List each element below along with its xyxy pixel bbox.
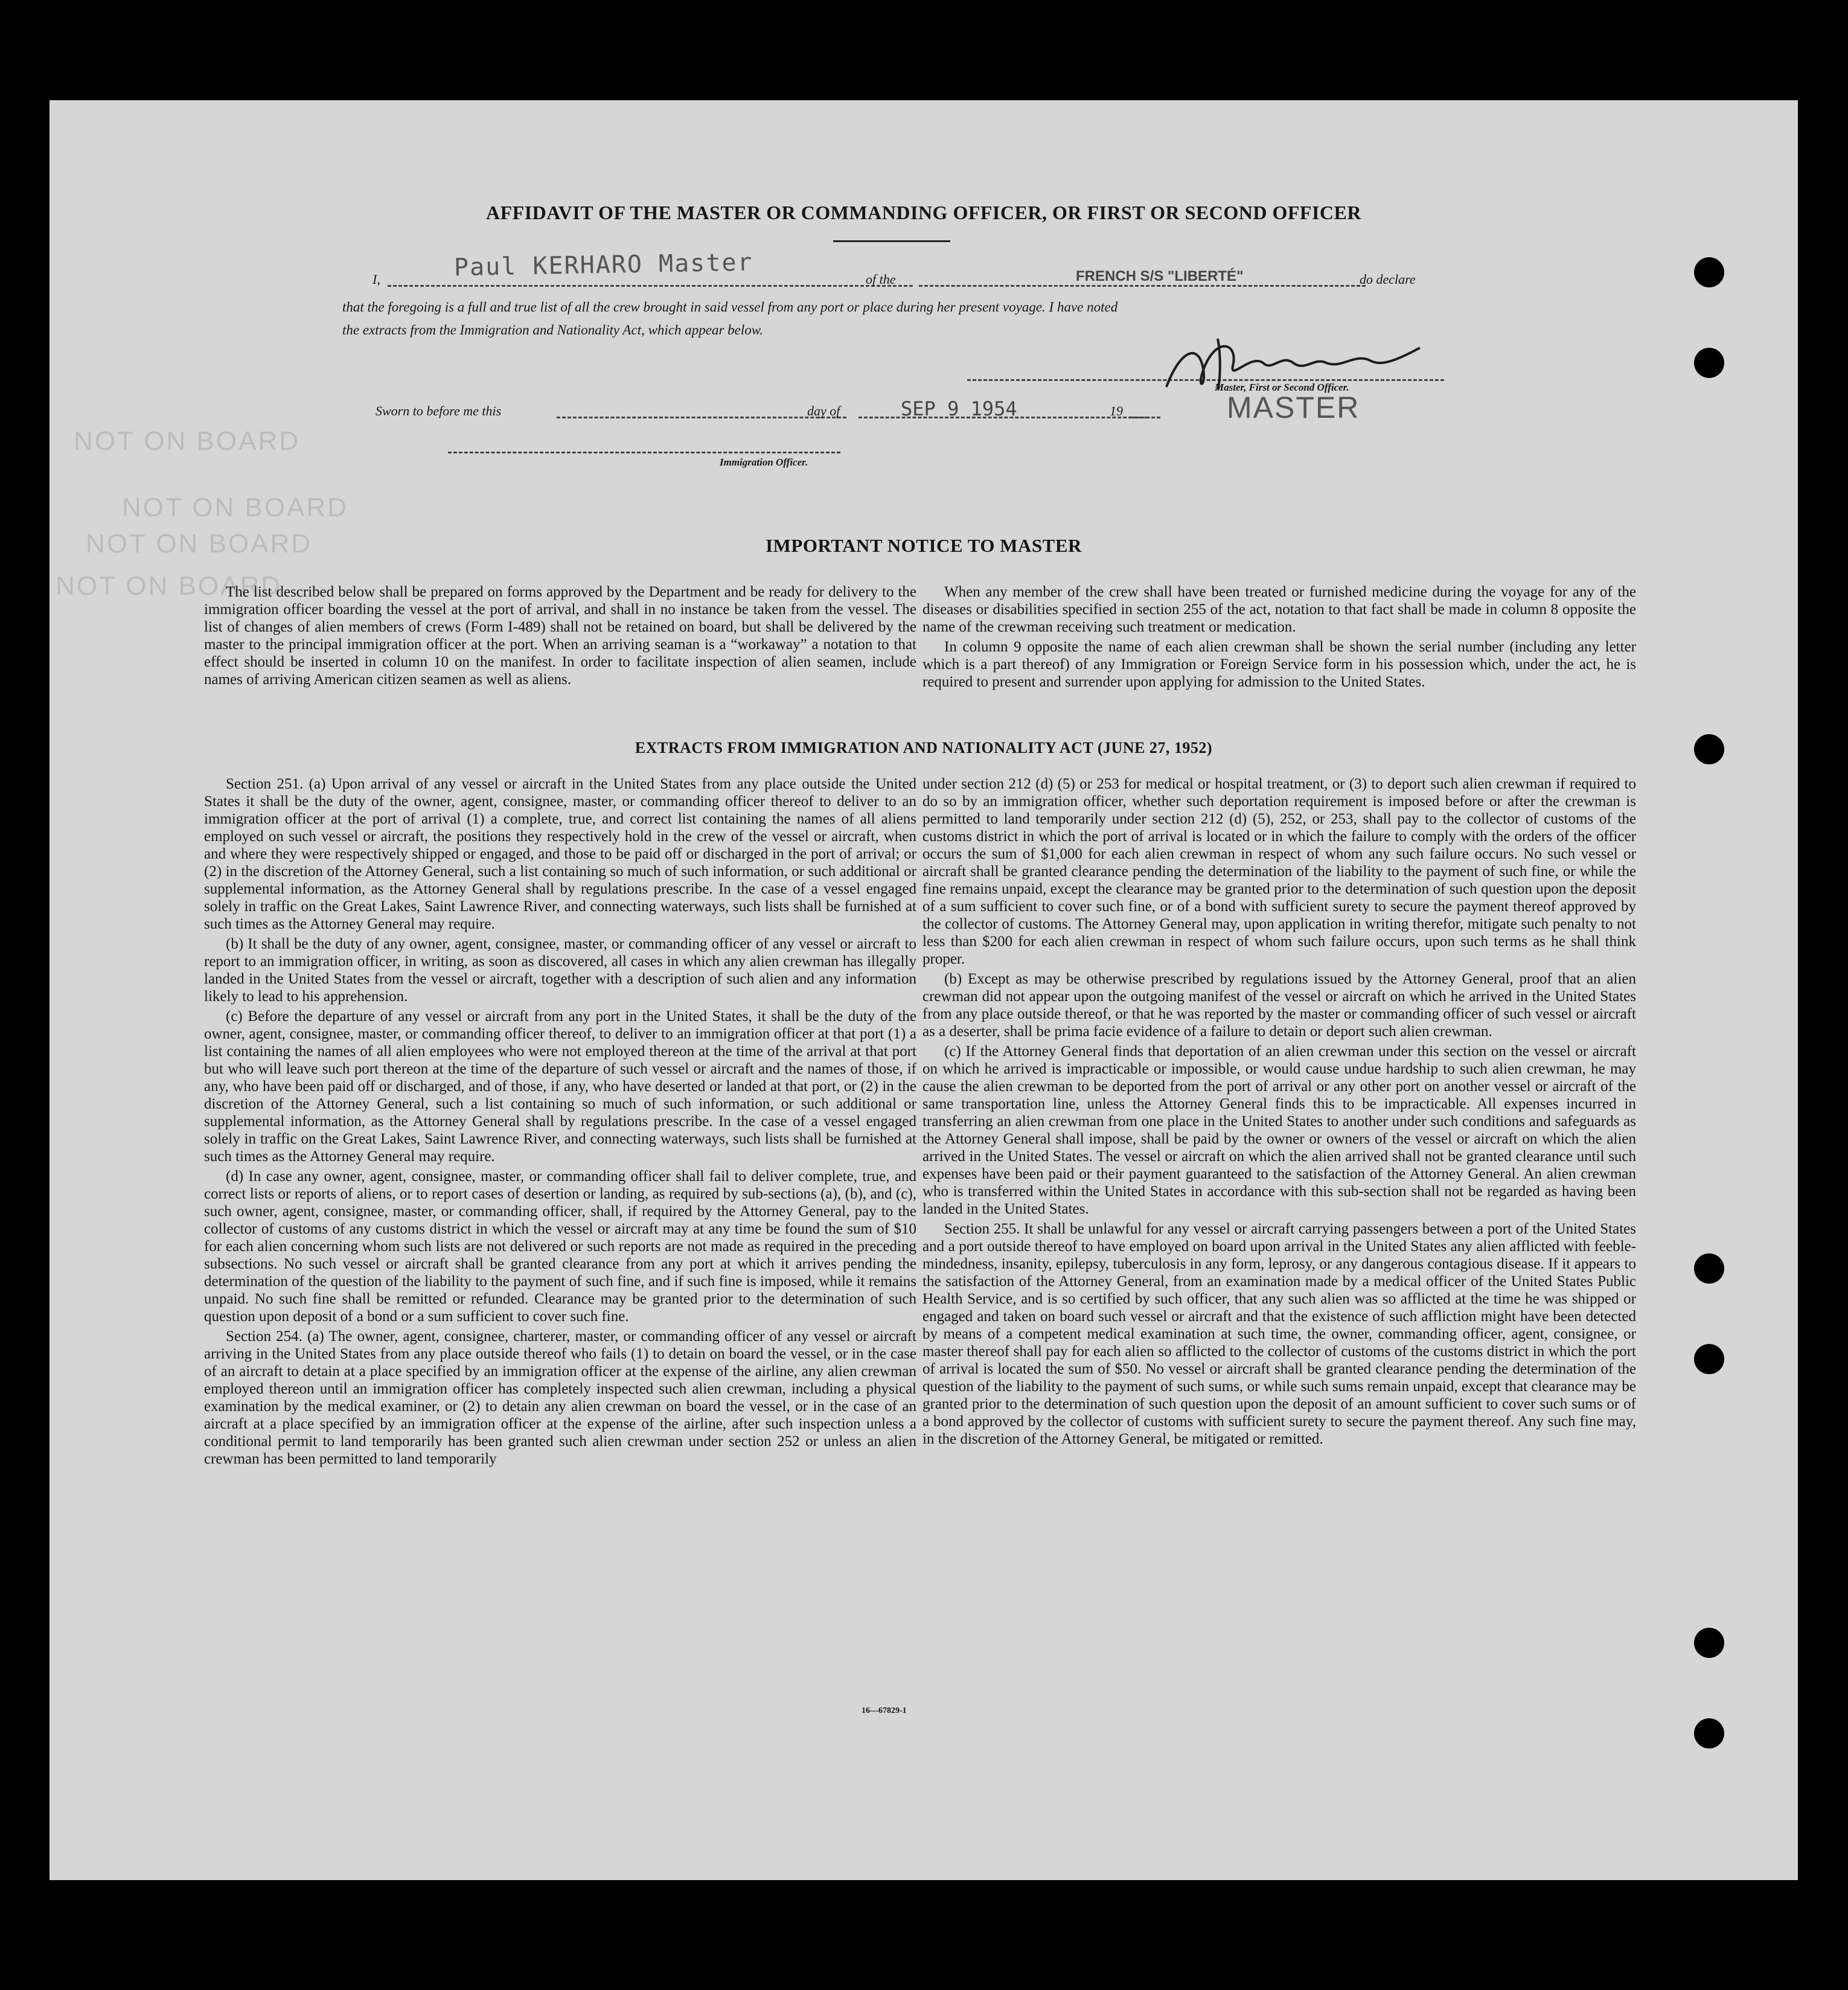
punch-hole-7: [1694, 1718, 1724, 1748]
notice-left-column: [204, 583, 916, 691]
i-label: I,: [372, 272, 380, 287]
footer-form-code: 16—67829-1: [862, 1706, 907, 1715]
name-line: [388, 285, 913, 287]
extract-paragraph: Section 254. (a) The owner, agent, consignee, charterer, master, or commanding officer of any vessel or aircraft arriving in the United States from any place outside thereof who fails (1) to detain on board the vessel, or in the case of an aircraft to detain at a place specified by an immigration officer at the expense of the airline, any alien crewman employed thereon until an immigration officer has completely inspected such alien crewman, including a physical examination by the medical examiner, or (2) to detain any alien crewman on board the vessel, or in the case of an aircraft at a place specified by an immigration officer at the expense of the airline, after such inspection unless a conditional permit to land temporarily has been granted such alien crewman under section 252 or unless an alien crewman has been permitted to land temporarily: [204, 1328, 916, 1467]
extract-paragraph: (c) Before the departure of any vessel or aircraft from any port in the United States, it shall be the duty of the owner, agent, consignee, master, or commanding officer thereof, to deliver to an immigration officer at that port (1) a list containing the names of all alien employees who were not employed thereon at the time of the arrival at that port but who will leave such port thereon at the time of the departure of such vessel or aircraft and the names of those, if any, who have been paid off or discharged, and of those, if any, who have deserted or landed at that port, or (2) in the discretion of the Attorney General, such a list containing so much of such information, or such additional or supplemental information, as the Attorney General shall by regulations prescribe. In the case of a vessel engaged solely in traffic on the Great Lakes, Saint Lawrence River, and connecting waterways, such lists shall be furnished at such times as the Attorney General may require.: [204, 1008, 916, 1165]
notice-right-paragraph-1: When any member of the crew shall have been treated or furnished medicine during the voyage for any of the diseases or disabilities specified in section 255 of the act, notation to that fact shall be made in column 8 opposite the name of the crewman receiving such treatment or medication.: [922, 584, 1636, 635]
sworn-label: Sworn to before me this: [376, 403, 502, 418]
punch-hole-1: [1694, 257, 1724, 287]
extract-paragraph: (b) It shall be the duty of any owner, agent, consignee, master, or commanding officer of any vessel or aircraft to report to an immigration officer, in writing, as soon as discovered, all cases in which any alien crewman has illegally landed in the United States from the vessel or aircraft, together with a description of such alien and any information likely to lead to his apprehension.: [204, 936, 916, 1005]
year-line: [1130, 417, 1160, 418]
notice-title: IMPORTANT NOTICE TO MASTER: [766, 535, 1082, 556]
vessel-name: FRENCH S/S "LIBERTÉ": [1076, 268, 1244, 284]
punch-hole-6: [1694, 1628, 1724, 1658]
declaration-line-3: the extracts from the Immigration and Nationality Act, which appear below.: [342, 322, 764, 338]
punch-hole-2: [1694, 348, 1724, 378]
title-underline: [833, 240, 950, 242]
extract-paragraph: under section 212 (d) (5) or 253 for medical or hospital treatment, or (3) to deport such alien crewman if required to do so by an immigration officer, whether such deportation requirement is imposed before or after the crewman is permitted to land temporarily under section 212 (d) (5), 252, or 253, shall pay to the collector of customs of the customs district in which the port of arrival is located or in which the failure to comply with the orders of the officer occurs the sum of $1,000 for each alien crewman in respect of whom any such failure occurs. No such vessel or aircraft shall be granted clearance pending the determination of the liability to the payment of such fine, or while the fine remains unpaid, except the clearance may be granted prior to the determination of such question upon the deposit of a sum sufficient to cover such fine, or of a bond with sufficient surety to secure the payment thereof approved by the collector of customs. The Attorney General may, upon application in writing therefor, mitigate such penalty to not less than $200 for each alien crewman in respect of whom such failure occurs, upon such terms as he shall think proper.: [922, 776, 1636, 967]
show-through-stamp: NOT ON BOARD: [56, 571, 283, 601]
extracts-title: EXTRACTS FROM IMMIGRATION AND NATIONALITY ACT (JUNE 27, 1952): [635, 739, 1213, 757]
punch-hole-5: [1694, 1344, 1724, 1374]
day-of-label: day of: [807, 403, 840, 418]
year-prefix: 19: [1110, 403, 1123, 418]
extract-paragraph: (b) Except as may be otherwise prescribed by regulations issued by the Attorney General, proof that an alien crewman did not appear upon the outgoing manifest of the vessel or aircraft on which he arrived in the United States from any place outside thereof, or that he was reported by the master or commanding officer of such vessel or aircraft as a deserter, shall be prima facie evidence of a failure to detain or deport such alien crewman.: [922, 971, 1636, 1040]
show-through-stamp: NOT ON BOARD: [86, 529, 313, 558]
notice-left-paragraph: The list described below shall be prepared on forms approved by the Department and be ready for delivery to the immigration officer boarding the vessel at the port of arrival, and shall in no instance be taken from the vessel. The list of changes of alien members of crews (Form I-489) shall not be retained on board, but shall be delivered by the master to the principal immigration officer at the port. When an arriving seaman is a “workaway” a notation to that effect should be inserted in column 10 on the manifest. In order to facilitate inspection of alien seamen, include names of arriving American citizen seamen as well as aliens.: [204, 584, 916, 688]
immigration-officer-line: [448, 452, 840, 453]
extract-paragraph: (d) In case any owner, agent, consignee, master, or commanding officer shall fail to deliver complete, true, and correct lists or reports of aliens, or to report cases of desertion or landing, as required by sub-sections (a), (b), and (c), such owner, agent, consignee, master, or commanding officer, shall, if required by the Attorney General, pay to the collector of customs of any customs district in which the vessel or aircraft may at any time be found the sum of $10 for each alien concerning whom such lists are not delivered or such reports are not made as required in the preceding subsections. No such vessel or aircraft shall be granted clearance from any port at which it arrives pending the determination of the question of the liability to the payment of such fine, and if such fine is imposed, while it remains unpaid. No such fine shall be remitted or refunded. Clearance may be granted prior to the determination of such question upon deposit of a bond or a sum sufficient to cover such fine.: [204, 1168, 916, 1325]
vessel-line: [919, 285, 1366, 287]
date-stamp: SEP 9 1954: [901, 397, 1017, 420]
document-sheet: [50, 100, 1798, 1880]
of-the-label: of the: [866, 272, 896, 287]
do-declare-label: do declare: [1360, 272, 1416, 287]
extracts-right-column: [922, 775, 1636, 1450]
extract-paragraph: Section 251. (a) Upon arrival of any vessel or aircraft in the United States from any place outside the United States it shall be the duty of the owner, agent, consignee, master, or commanding officer thereof to deliver to an immigration officer at the port of arrival (1) a complete, true, and correct list containing the names of all aliens employed on such vessel or aircraft, the positions they respectively hold in the crew of the vessel or aircraft, when and where they were respectively shipped or engaged, and those to be paid off or discharged in the port of arrival; or (2) in the discretion of the Attorney General, such a list containing so much of such information, or such additional or supplemental information, as the Attorney General shall by regulations prescribe. In the case of a vessel engaged solely in traffic on the Great Lakes, Saint Lawrence River, and connecting waterways, such lists shall be furnished at such times as the Attorney General may require.: [204, 776, 916, 932]
extract-paragraph: Section 255. It shall be unlawful for any vessel or aircraft carrying passengers between a port of the United States and a port outside thereof to have employed on board upon arrival in the United States any alien afflicted with feeble-mindedness, insanity, epilepsy, tuberculosis in any form, leprosy, or any dangerous contagious disease. If it appears to the satisfaction of the Attorney General, from an examination made by a medical officer of the United States Public Health Service, and is so certified by such officer, that any such alien was so afflicted at the time he was shipped or engaged and taken on board such vessel or aircraft and that the existence of such affliction might have been detected by means of a competent medical examination at such time, the owner, commanding officer, agent, consignee, or master thereof shall pay for each alien so afflicted to the collector of customs of the customs district in which the port of arrival is located the sum of $50. No vessel or aircraft shall be granted clearance pending the determination of the question of the liability to the payment of such sums, or while such sums remain unpaid, except that clearance may be granted prior to the determination of such question upon the deposit of an amount sufficient to cover such sums or of a bond approved by the collector of customs with sufficient surety to secure the payment thereof. Any such fine may, in the discretion of the Attorney General, be mitigated or remitted.: [922, 1221, 1636, 1447]
sworn-day-line: [557, 417, 846, 418]
affidavit-title: AFFIDAVIT OF THE MASTER OR COMMANDING OFFICER, OR FIRST OR SECOND OFFICER: [486, 202, 1361, 223]
extracts-left-column: [204, 775, 916, 1470]
declaration-line-2: that the foregoing is a full and true list of all the crew brought in said vessel from any port or place during her present voyage. I have noted: [342, 299, 1118, 315]
notice-right-column: [922, 583, 1636, 693]
extract-paragraph: (c) If the Attorney General finds that deportation of an alien crewman under this section on the vessel or aircraft on which he arrived is impracticable or impossible, or would cause undue hardship to such alien crewman, he may cause the alien crewman to be deported from the port of arrival or any other port on another vessel or aircraft of the same transportation line, unless the Attorney General finds this to be impracticable. All expenses incurred in transferring an alien crewman from one place in the United States to another under such conditions and safeguards as the Attorney General shall impose, shall be paid by the owner or owners of the vessel or aircraft on which the alien arrived in the United States. The vessel or aircraft on which the alien arrived shall not be granted clearance until such expenses have been paid or their payment guaranteed to the satisfaction of the Attorney General. An alien crewman who is transferred within the United States in accordance with this sub-section shall not be regarded as having been landed in the United States.: [922, 1043, 1636, 1217]
show-through-stamp: NOT ON BOARD: [74, 426, 301, 456]
immigration-officer-label: Immigration Officer.: [720, 456, 808, 468]
notice-right-paragraph-2: In column 9 opposite the name of each alien crewman shall be shown the serial number (including any letter which is a part thereof) of any Immigration or Foreign Service form in his possession which, under the act, he is required to present and surrender upon applying for admission to the United States.: [922, 639, 1636, 690]
signature-caption: Master, First or Second Officer.: [1215, 382, 1349, 393]
master-stamp: MASTER: [1227, 391, 1360, 424]
master-name-typed: Paul KERHARO Master: [453, 248, 753, 282]
punch-hole-4: [1694, 1253, 1724, 1284]
show-through-stamp: NOT ON BOARD: [122, 493, 349, 522]
